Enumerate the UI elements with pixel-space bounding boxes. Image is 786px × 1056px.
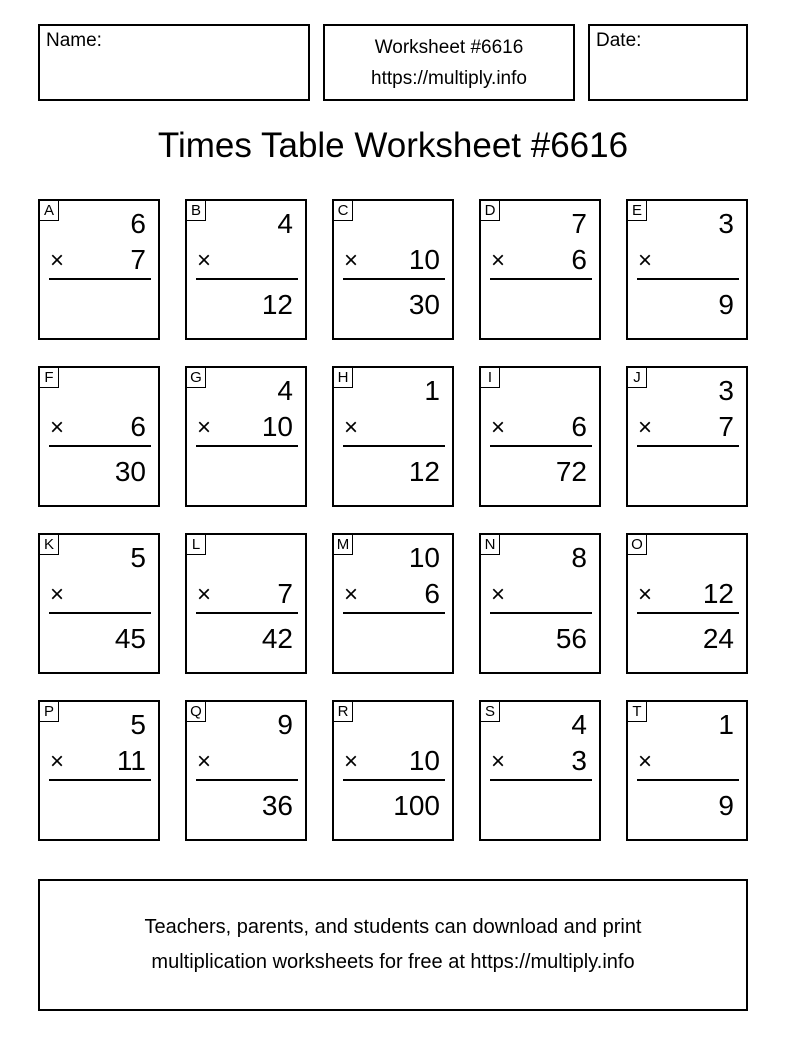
first-factor: 7 bbox=[571, 208, 587, 239]
first-factor: 3 bbox=[718, 208, 734, 239]
first-factor: 10 bbox=[408, 542, 440, 573]
problem-label: O bbox=[628, 535, 647, 555]
answer-rule bbox=[49, 445, 151, 447]
name-box[interactable] bbox=[38, 24, 310, 101]
answer-rule bbox=[343, 779, 445, 781]
worksheet-url: https://multiply.info bbox=[371, 68, 527, 89]
problem-label: S bbox=[481, 702, 500, 722]
problem-card[interactable] bbox=[332, 700, 454, 841]
problem-label: C bbox=[334, 201, 353, 221]
problem-card[interactable] bbox=[332, 366, 454, 507]
problem-card[interactable] bbox=[38, 199, 160, 340]
answer-rule bbox=[490, 278, 592, 280]
first-factor: 8 bbox=[571, 542, 587, 573]
times-symbol: × bbox=[638, 581, 653, 608]
answer-rule bbox=[637, 612, 739, 614]
product-answer: 45 bbox=[114, 623, 146, 654]
times-symbol: × bbox=[491, 581, 506, 608]
problem-label: N bbox=[481, 535, 500, 555]
problem-card[interactable] bbox=[626, 700, 748, 841]
second-factor: 10 bbox=[261, 411, 293, 442]
problem-card[interactable] bbox=[185, 700, 307, 841]
times-symbol: × bbox=[344, 247, 359, 274]
problem-card[interactable] bbox=[38, 366, 160, 507]
footer-box bbox=[38, 879, 748, 1011]
product-answer: 72 bbox=[555, 456, 587, 487]
first-factor: 5 bbox=[130, 709, 146, 740]
worksheet-number: Worksheet #6616 bbox=[374, 37, 524, 58]
first-factor: 5 bbox=[130, 542, 146, 573]
first-factor: 4 bbox=[571, 709, 587, 740]
problem-label: P bbox=[40, 702, 59, 722]
times-symbol: × bbox=[50, 247, 65, 274]
worksheet-info-box bbox=[323, 24, 575, 101]
product-answer: 42 bbox=[261, 623, 293, 654]
answer-rule bbox=[343, 612, 445, 614]
problem-card[interactable] bbox=[185, 533, 307, 674]
times-symbol: × bbox=[491, 748, 506, 775]
answer-rule bbox=[343, 278, 445, 280]
date-label: Date: bbox=[596, 30, 642, 51]
second-factor: 11 bbox=[116, 745, 146, 776]
times-symbol: × bbox=[197, 247, 212, 274]
times-symbol: × bbox=[197, 414, 212, 441]
name-label: Name: bbox=[46, 30, 102, 51]
first-factor: 4 bbox=[277, 375, 293, 406]
answer-rule bbox=[196, 612, 298, 614]
times-symbol: × bbox=[344, 414, 359, 441]
answer-rule bbox=[196, 445, 298, 447]
product-answer: 9 bbox=[718, 790, 734, 821]
footer-line-1: Teachers, parents, and students can download and print bbox=[144, 916, 642, 938]
problem-card[interactable] bbox=[479, 366, 601, 507]
second-factor: 6 bbox=[130, 411, 146, 442]
answer-rule bbox=[490, 779, 592, 781]
problem-label: K bbox=[40, 535, 59, 555]
second-factor: 6 bbox=[424, 578, 440, 609]
answer-rule bbox=[196, 779, 298, 781]
first-factor: 3 bbox=[718, 375, 734, 406]
second-factor: 12 bbox=[702, 578, 734, 609]
footer-line-2: multiplication worksheets for free at https://multiply.info bbox=[151, 951, 635, 973]
problem-card[interactable] bbox=[332, 199, 454, 340]
problem-label: Q bbox=[187, 702, 206, 722]
problem-label: B bbox=[187, 201, 206, 221]
problem-label: D bbox=[481, 201, 500, 221]
first-factor: 1 bbox=[424, 375, 440, 406]
product-answer: 12 bbox=[261, 289, 293, 320]
problem-card[interactable] bbox=[626, 366, 748, 507]
problem-card[interactable] bbox=[38, 533, 160, 674]
times-symbol: × bbox=[491, 247, 506, 274]
problem-label: H bbox=[334, 368, 353, 388]
problem-card[interactable] bbox=[332, 533, 454, 674]
times-symbol: × bbox=[638, 247, 653, 274]
answer-rule bbox=[49, 612, 151, 614]
answer-rule bbox=[343, 445, 445, 447]
second-factor: 7 bbox=[718, 411, 734, 442]
second-factor: 7 bbox=[130, 244, 146, 275]
times-symbol: × bbox=[638, 414, 653, 441]
answer-rule bbox=[49, 278, 151, 280]
problem-label: I bbox=[481, 368, 500, 388]
page-title: Times Table Worksheet #6616 bbox=[157, 126, 629, 165]
times-symbol: × bbox=[197, 748, 212, 775]
problem-label: J bbox=[628, 368, 647, 388]
problem-label: T bbox=[628, 702, 647, 722]
date-box[interactable] bbox=[588, 24, 748, 101]
times-symbol: × bbox=[197, 581, 212, 608]
answer-rule bbox=[637, 445, 739, 447]
second-factor: 6 bbox=[571, 411, 587, 442]
answer-rule bbox=[490, 445, 592, 447]
problem-card[interactable] bbox=[185, 366, 307, 507]
times-symbol: × bbox=[50, 581, 65, 608]
problem-card[interactable] bbox=[479, 533, 601, 674]
second-factor: 7 bbox=[277, 578, 293, 609]
product-answer: 36 bbox=[261, 790, 293, 821]
problem-label: F bbox=[40, 368, 59, 388]
answer-rule bbox=[637, 779, 739, 781]
times-symbol: × bbox=[50, 414, 65, 441]
product-answer: 56 bbox=[555, 623, 587, 654]
problem-card[interactable] bbox=[626, 533, 748, 674]
first-factor: 9 bbox=[277, 709, 293, 740]
second-factor: 10 bbox=[408, 244, 440, 275]
second-factor: 3 bbox=[571, 745, 587, 776]
problem-card[interactable] bbox=[479, 700, 601, 841]
first-factor: 6 bbox=[130, 208, 146, 239]
problem-label: M bbox=[334, 535, 353, 555]
product-answer: 30 bbox=[408, 289, 440, 320]
first-factor: 1 bbox=[718, 709, 734, 740]
problem-card[interactable] bbox=[626, 199, 748, 340]
problem-card[interactable] bbox=[38, 700, 160, 841]
product-answer: 24 bbox=[702, 623, 734, 654]
problem-label: G bbox=[187, 368, 206, 388]
product-answer: 9 bbox=[718, 289, 734, 320]
second-factor: 10 bbox=[408, 745, 440, 776]
problem-label: A bbox=[40, 201, 59, 221]
product-answer: 30 bbox=[114, 456, 146, 487]
answer-rule bbox=[637, 278, 739, 280]
times-symbol: × bbox=[491, 414, 506, 441]
problem-label: L bbox=[187, 535, 206, 555]
answer-rule bbox=[490, 612, 592, 614]
times-symbol: × bbox=[50, 748, 65, 775]
problem-label: E bbox=[628, 201, 647, 221]
times-symbol: × bbox=[638, 748, 653, 775]
product-answer: 100 bbox=[393, 790, 440, 821]
problem-label: R bbox=[334, 702, 353, 722]
first-factor: 4 bbox=[277, 208, 293, 239]
problem-card[interactable] bbox=[479, 199, 601, 340]
problem-card[interactable] bbox=[185, 199, 307, 340]
answer-rule bbox=[49, 779, 151, 781]
times-symbol: × bbox=[344, 581, 359, 608]
product-answer: 12 bbox=[408, 456, 440, 487]
times-symbol: × bbox=[344, 748, 359, 775]
answer-rule bbox=[196, 278, 298, 280]
second-factor: 6 bbox=[571, 244, 587, 275]
